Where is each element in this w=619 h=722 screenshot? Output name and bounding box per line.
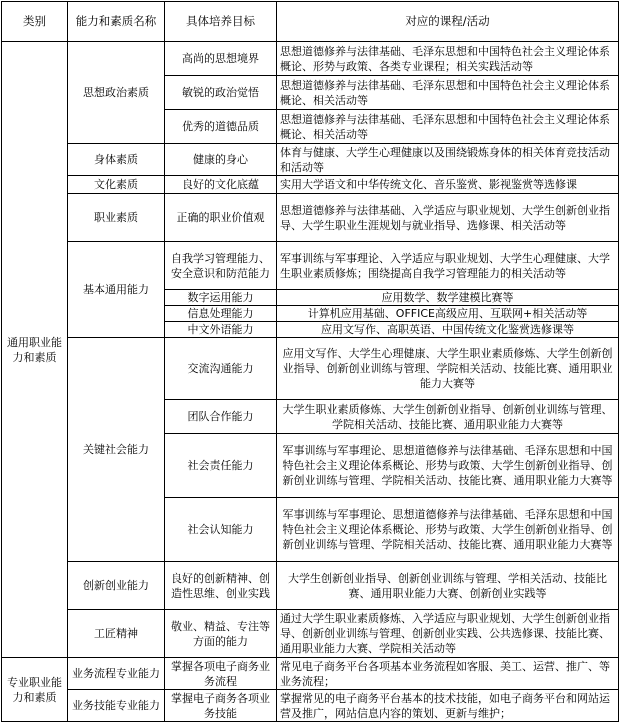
- target-cell: 敬业、精益、专注等方面的能力: [165, 610, 277, 658]
- header-row: [2, 2, 619, 42]
- courses-cell: 军事训练与军事理论、入学适应与职业规划、大学生心理健康、大学生职业素质修炼；围绕提高自我学习管理能力的相关活动等: [277, 242, 619, 290]
- courses-cell: 应用数学、数学建模比赛等: [277, 290, 619, 306]
- category-cell: 专业职业能力和素质: [2, 658, 68, 722]
- ability-name-cell: 基本通用能力: [68, 242, 165, 338]
- header-ability-name: 能力和素质名称: [68, 2, 165, 42]
- courses-cell: 常见电子商务平台各项基本业务流程如客服、美工、运营、推广、等业务流程；: [277, 658, 619, 690]
- target-cell: 信息处理能力: [165, 306, 277, 322]
- target-cell: 交流沟通能力: [165, 338, 277, 400]
- courses-cell: 计算机应用基础、OFFICE高级应用、互联网+相关活动等: [277, 306, 619, 322]
- table-row: [2, 562, 619, 610]
- table-row: [2, 658, 619, 690]
- target-cell: 社会责任能力: [165, 434, 277, 498]
- target-cell: 高尚的思想境界: [165, 42, 277, 76]
- header-target: 具体培养目标: [165, 2, 277, 42]
- ability-name-cell: 业务流程专业能力: [68, 658, 165, 690]
- courses-cell: 体育与健康、大学生心理健康以及围绕锻炼身体的相关体育竞技活动和活动等: [277, 144, 619, 176]
- table-row: [2, 690, 619, 722]
- target-cell: 正确的职业价值观: [165, 194, 277, 242]
- table-row: [2, 194, 619, 242]
- table-row: [2, 42, 619, 76]
- courses-cell: 大学生职业素质修炼、大学生创新创业指导、创新创业训练与管理、学院相关活动、技能比赛、通用职业能力大赛等: [277, 400, 619, 434]
- target-cell: 掌握各项电子商务业务流程: [165, 658, 277, 690]
- target-cell: 自我学习管理能力、安全意识和防范能力: [165, 242, 277, 290]
- target-cell: 中文外语能力: [165, 322, 277, 338]
- target-cell: 优秀的道德品质: [165, 110, 277, 144]
- courses-cell: 通过大学生职业素质修炼、入学适应与职业规划、大学生创新创业指导、创新创业训练与管理、创新创业实践、公共选修课、技能比赛、通用职业能力大赛、学院相关活动等: [277, 610, 619, 658]
- curriculum-table: [1, 1, 619, 722]
- table-row: [2, 610, 619, 658]
- courses-cell: 思想道德修养与法律基础、毛泽东思想和中国特色社会主义理论体系概论、相关活动等: [277, 76, 619, 110]
- target-cell: 数字运用能力: [165, 290, 277, 306]
- courses-cell: 军事训练与军事理论、思想道德修养与法律基础、毛泽东思想和中国特色社会主义理论体系概论、形势与政策、大学生创新创业指导、创新创业训练与管理、学院相关活动、技能比赛、通用职业能力大赛等: [277, 434, 619, 498]
- target-cell: 健康的身心: [165, 144, 277, 176]
- ability-name-cell: 业务技能专业能力: [68, 690, 165, 722]
- ability-name-cell: 关键社会能力: [68, 338, 165, 562]
- table-row: [2, 144, 619, 176]
- courses-cell: 掌握常见的电子商务平台基本的技术技能，如电子商务平台和网站运营及推广，网站信息内容的策划、更新与维护；: [277, 690, 619, 722]
- header-courses: 对应的课程/活动: [277, 2, 619, 42]
- courses-cell: 思想道德修养与法律基础、入学适应与职业规划、大学生创新创业指导、大学生职业生涯规划与就业指导、选修课、相关活动等: [277, 194, 619, 242]
- table-row: [2, 242, 619, 290]
- ability-name-cell: 创新创业能力: [68, 562, 165, 610]
- courses-cell: 应用文写作、高职英语、中国传统文化鉴赏选修课等: [277, 322, 619, 338]
- target-cell: 良好的创新精神、创造性思维、创业实践: [165, 562, 277, 610]
- category-cell: 通用职业能力和素质: [2, 42, 68, 658]
- courses-cell: 思想道德修养与法律基础、毛泽东思想和中国特色社会主义理论体系概论、相关活动等: [277, 110, 619, 144]
- courses-cell: 大学生创新创业指导、创新创业训练与管理、学相关活动、技能比赛、通用职业能力大赛、创新创业实践等: [277, 562, 619, 610]
- target-cell: 掌握电子商务各项业务技能: [165, 690, 277, 722]
- header-category: 类别: [2, 2, 68, 42]
- target-cell: 良好的文化底蕴: [165, 176, 277, 194]
- ability-name-cell: 文化素质: [68, 176, 165, 194]
- ability-name-cell: 职业素质: [68, 194, 165, 242]
- ability-name-cell: 工匠精神: [68, 610, 165, 658]
- courses-cell: 思想道德修养与法律基础、毛泽东思想和中国特色社会主义理论体系概论、形势与政策、各类专业课程；相关实践活动等: [277, 42, 619, 76]
- table-row: [2, 176, 619, 194]
- target-cell: 团队合作能力: [165, 400, 277, 434]
- courses-cell: 实用大学语文和中华传统文化、音乐鉴赏、影视鉴赏等选修课: [277, 176, 619, 194]
- courses-cell: 军事训练与军事理论、思想道德修养与法律基础、毛泽东思想和中国特色社会主义理论体系概论、形势与政策、大学生创新创业指导、创新创业训练与管理、学院相关活动、技能比赛、通用职业能力大赛等: [277, 498, 619, 562]
- courses-cell: 应用文写作、大学生心理健康、大学生职业素质修炼、大学生创新创业指导、创新创业训练与管理、学院相关活动、技能比赛、通用职业能力大赛等: [277, 338, 619, 400]
- target-cell: 社会认知能力: [165, 498, 277, 562]
- ability-name-cell: 身体素质: [68, 144, 165, 176]
- table-row: [2, 338, 619, 400]
- ability-name-cell: 思想政治素质: [68, 42, 165, 144]
- target-cell: 敏锐的政治觉悟: [165, 76, 277, 110]
